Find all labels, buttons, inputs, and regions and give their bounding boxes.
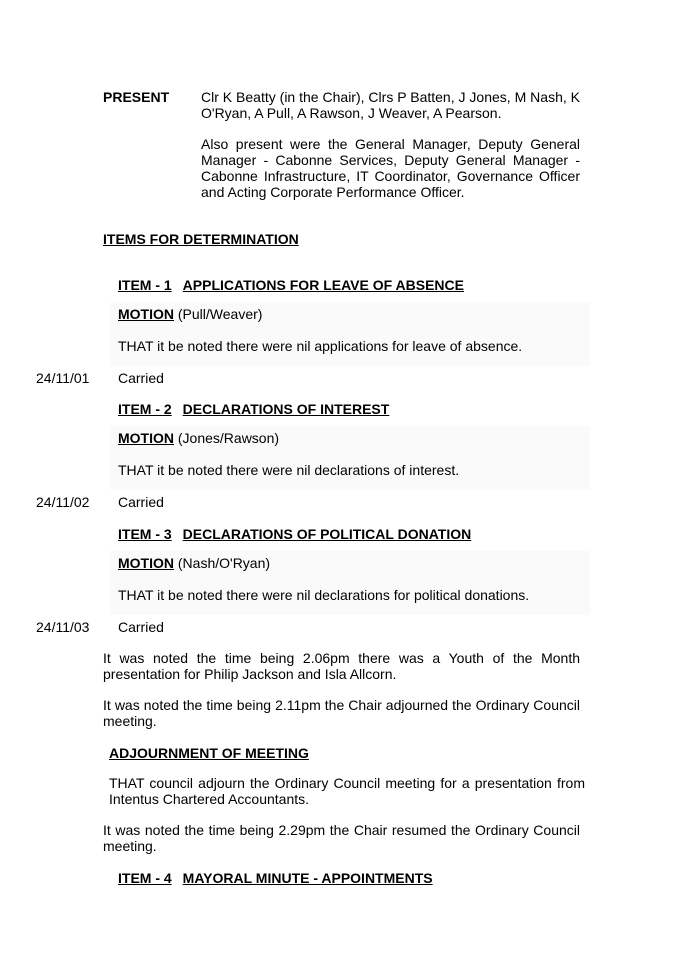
item-3-motion-movers: (Nash/O'Ryan) [177,555,271,571]
item-2-motion [118,430,279,446]
note-resumed: It was noted the time being 2.29pm the Chair resumed the Ordinary Council meeting. [103,822,580,854]
item-4-title: MAYORAL MINUTE - APPOINTMENTS [182,870,433,886]
item-1-heading [118,277,464,293]
item-3-number: ITEM - 3 [118,526,172,542]
item-3-motion-label: MOTION [118,555,174,571]
also-present-text: Also present were the General Manager, Deputy General Manager - Cabonne Services, Deputy General Manager - Cabonne Infrastructure, IT Coordinator, Governance Officer and Acting Corporate Performance Officer. [201,136,580,200]
item-3-outcome: Carried [118,619,164,635]
item-2-number: ITEM - 2 [118,401,172,417]
item-1-resolution: THAT it be noted there were nil applications for leave of absence. [118,338,523,354]
item-2-ref: 24/11/02 [36,494,90,510]
item-3-motion [118,555,270,571]
item-2-motion-label: MOTION [118,430,174,446]
item-3-ref: 24/11/03 [36,619,90,635]
item-2-resolution: THAT it be noted there were nil declarations of interest. [118,462,460,478]
item-1-motion-movers: (Pull/Weaver) [177,306,263,322]
item-3-title: DECLARATIONS OF POLITICAL DONATION [182,526,472,542]
present-attendees: Clr K Beatty (in the Chair), Clrs P Batten, J Jones, M Nash, K O'Ryan, A Pull, A Rawson, J Weaver, A Pearson. [201,89,580,121]
item-2-title: DECLARATIONS OF INTEREST [182,401,390,417]
item-1-motion [118,306,262,322]
present-label: PRESENT [103,89,170,105]
item-1-ref: 24/11/01 [36,370,90,386]
item-1-title: APPLICATIONS FOR LEAVE OF ABSENCE [182,277,464,293]
item-2-heading [118,401,389,417]
adjournment-heading: ADJOURNMENT OF MEETING [109,745,309,761]
note-adjourned: It was noted the time being 2.11pm the Chair adjourned the Ordinary Council meeting. [103,697,580,729]
item-3-resolution: THAT it be noted there were nil declarations for political donations. [118,587,530,603]
item-4-number: ITEM - 4 [118,870,172,886]
item-1-motion-label: MOTION [118,306,174,322]
item-2-motion-movers: (Jones/Rawson) [177,430,280,446]
item-4-heading [118,870,433,886]
adjournment-resolution: THAT council adjourn the Ordinary Council meeting for a presentation from Intentus Chartered Accountants. [109,775,585,807]
item-3-heading [118,526,471,542]
section-heading-items-for-determination: ITEMS FOR DETERMINATION [103,231,299,247]
item-1-number: ITEM - 1 [118,277,172,293]
item-1-outcome: Carried [118,370,164,386]
item-2-outcome: Carried [118,494,164,510]
note-youth-of-the-month: It was noted the time being 2.06pm there was a Youth of the Month presentation for Philip Jackson and Isla Allcorn. [103,650,580,682]
